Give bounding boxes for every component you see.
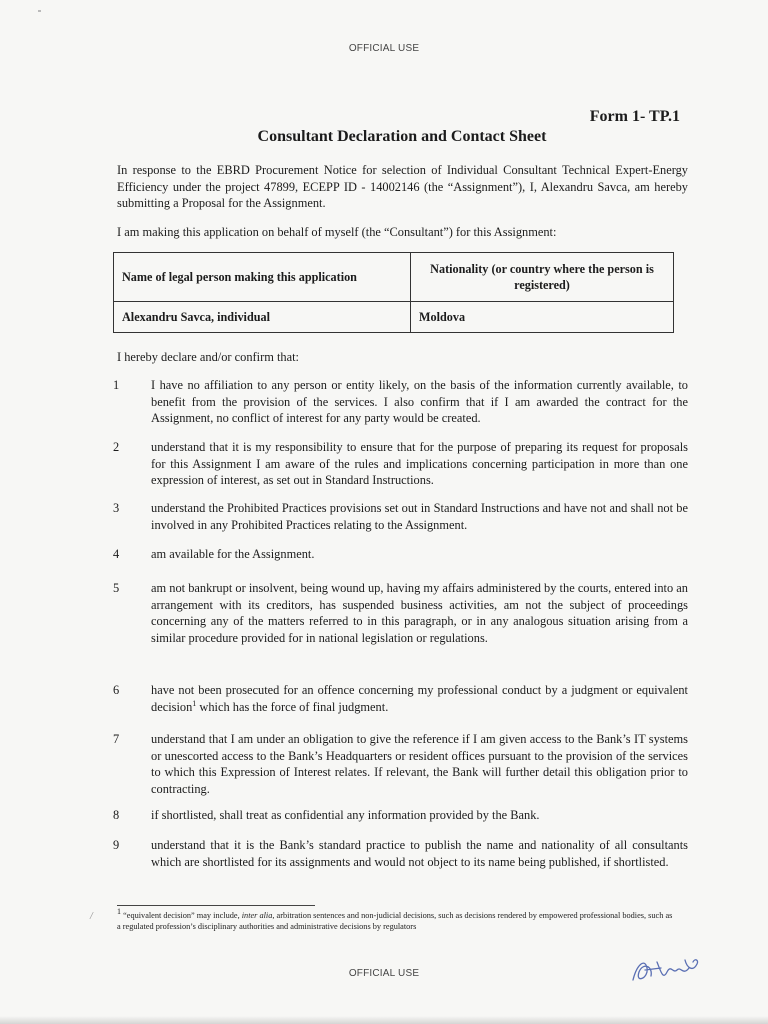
table-row <box>114 302 674 333</box>
table-header-row <box>114 253 674 302</box>
item-text-main: have not been prosecuted for an offence concerning my professional conduct by a judgment or equivalent decision <box>151 683 688 714</box>
item-number: 1 <box>113 378 120 392</box>
item-text: I have no affiliation to any person or entity likely, on the basis of the information currently available, to benefit from the provision of the services. I also confirm that if I am awarded the contract for the Assignment, no conflict of interest for any party would be created. <box>151 378 688 425</box>
item-text: am not bankrupt or insolvent, being wound up, having my affairs administered by the courts, entered into an arrangement with its creditors, has suspended business activities, am not the subject of proceedings concerning any of the matters referred to in this paragraph, or in any analogous situation arising from a similar procedure provided for in national legislation or regulations. <box>151 581 688 645</box>
item-text: understand the Prohibited Practices provisions set out in Standard Instructions and have not and shall not be involved in any Prohibited Practices relating to the Assignment. <box>151 501 688 532</box>
application-statement: I am making this application on behalf of myself (the “Consultant”) for this Assignment: <box>117 225 557 239</box>
item-text: if shortlisted, shall treat as confidential any information provided by the Bank. <box>151 808 540 822</box>
intro-paragraph: In response to the EBRD Procurement Notice for selection of Individual Consultant Technical Expert-Energy Efficiency under the project 47899, ECEPP ID - 14002146 (the “Assignment”), I, Alexandru Savca, am hereby submitting a Proposal for the Assignment. <box>117 163 688 210</box>
footnote-text: “equivalent decision” may include, <box>121 911 242 920</box>
item-text: understand that I am under an obligation to give the reference if I am given access to the Bank’s IT systems or unescorted access to the Bank’s Headquarters or resident offices pursuant to the provision of the services to which this Expression of Interest relates. If relevant, the Bank will further detail this obligation prior to contracting. <box>151 732 688 796</box>
declare-lead: I hereby declare and/or confirm that: <box>117 350 299 364</box>
item-text <box>151 682 688 715</box>
item-number: 5 <box>113 581 120 595</box>
signature-icon <box>627 950 707 990</box>
header-official-use: OFFICIAL USE <box>348 43 420 54</box>
applicant-table <box>113 252 674 333</box>
item-number: 9 <box>113 838 120 852</box>
item-text: am available for the Assignment. <box>151 547 315 561</box>
declaration-item <box>113 807 688 824</box>
item-text: understand that it is my responsibility to ensure that for the purpose of preparing its request for proposals for this Assignment I am aware of the rules and implications concerning participation in more than one expression of interest, as set out in Standard Instructions. <box>151 440 688 487</box>
footer-official-use: OFFICIAL USE <box>348 968 420 979</box>
item-number: 3 <box>113 501 120 515</box>
footnote-divider <box>117 905 315 906</box>
declaration-item <box>113 546 688 563</box>
table-cell-nationality: Moldova <box>411 302 674 333</box>
footnote-text-tail: , arbitration sentences and non-judicial decisions, such as decisions rendered by empowered professional bodies, such as a regulated profession’s disciplinary authorities and administrative decisions by regulators <box>117 911 673 931</box>
item-number: 6 <box>113 683 120 697</box>
item-number: 2 <box>113 440 120 454</box>
form-id: Form 1- TP.1 <box>589 108 680 125</box>
page-title: Consultant Declaration and Contact Sheet <box>257 128 547 145</box>
footnote-italic: inter alia <box>241 911 273 920</box>
scan-mark: / <box>90 911 93 922</box>
declaration-item <box>113 500 688 533</box>
declaration-item <box>113 439 688 489</box>
scan-edge <box>0 1016 768 1024</box>
declaration-item <box>113 377 688 427</box>
table-cell-name: Alexandru Savca, individual <box>114 302 411 333</box>
table-header-cell: Nationality (or country where the person is registered) <box>411 253 674 302</box>
item-text: understand that it is the Bank’s standard practice to publish the name and nationality of all consultants which are shortlisted for its assignments and would not object to its name being published, if shortlisted. <box>151 838 688 869</box>
declaration-item <box>113 682 688 715</box>
footnote-marker: 1 <box>117 907 121 917</box>
table-header-cell: Name of legal person making this application <box>114 253 411 302</box>
item-number: 8 <box>113 808 120 822</box>
footnote-ref: 1 <box>192 698 197 708</box>
declaration-item <box>113 580 688 646</box>
declaration-item <box>113 731 688 797</box>
footnote <box>117 907 677 932</box>
declaration-item <box>113 837 688 870</box>
scan-speck <box>38 10 41 12</box>
item-number: 4 <box>113 547 120 561</box>
item-text-tail: which has the force of final judgment. <box>196 699 389 714</box>
item-number: 7 <box>113 732 120 746</box>
